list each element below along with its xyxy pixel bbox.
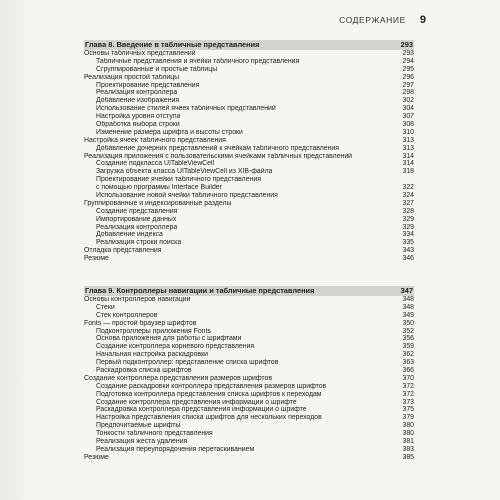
toc-entry-title: Стек контроллеров	[96, 311, 158, 319]
toc-entry	[84, 105, 414, 113]
toc-entry-page: 313	[402, 144, 414, 152]
toc-entry-title: Подготовка контроллера представления списка шрифтов к переходам	[96, 390, 322, 398]
toc-entry-page: 380	[402, 430, 414, 438]
toc-entry	[84, 320, 414, 328]
toc-entry	[84, 89, 414, 97]
toc-entry-title: Предпочитаемые шрифты	[96, 422, 181, 430]
toc-entry	[84, 406, 414, 414]
toc-entry	[84, 296, 414, 304]
toc-entry	[84, 383, 414, 391]
toc-entry-title: Реализация приложения с пользовательскими ячейками табличных представлений	[84, 152, 353, 160]
toc-entry-page: 380	[402, 422, 414, 430]
toc-entry-title: Раскадровка контроллера представления информации о шрифте	[96, 406, 307, 414]
toc-entry	[84, 359, 414, 367]
toc-entry-page: 294	[402, 57, 414, 65]
toc-entry-page: 383	[402, 445, 414, 453]
toc-entry-title: Подконтроллеры приложения Fonts	[96, 327, 211, 335]
running-header-title: СОДЕРЖАНИЕ	[339, 15, 406, 25]
toc-entry-page: 375	[402, 406, 414, 414]
toc-entry-title: Fonts — простой браузер шрифтов	[84, 319, 197, 327]
toc-entry-title: Реализация переупорядочения перетаскиванием	[96, 445, 255, 453]
toc-entry-title: Обработка выбора строки	[96, 121, 180, 129]
toc-entry	[84, 224, 414, 232]
toc-entry	[84, 335, 414, 343]
toc-entry	[84, 255, 414, 263]
toc-entry	[84, 367, 414, 375]
chapter-title: Глава 9. Контроллеры навигации и табличные представления	[85, 286, 315, 295]
toc-entry-title: Настройка представления списка шрифтов для нескольких переходов	[96, 414, 322, 422]
toc-entry	[84, 145, 414, 153]
toc-entry-title: Использование стилей ячеек табличных представлений	[96, 105, 276, 113]
toc-entry-title: Добавление дочерних представлений к ячейкам табличного представления	[96, 144, 340, 152]
toc-entry-page: 307	[402, 113, 414, 121]
toc-entry	[84, 391, 414, 399]
toc-entry-page: 349	[402, 311, 414, 319]
toc-entry-page: 308	[402, 121, 414, 129]
toc-entry	[84, 454, 414, 462]
toc-entry-page: 370	[402, 374, 414, 382]
toc-entry-title: Создание подкласса UITableViewCell	[96, 160, 215, 168]
toc-entry-title: с помощью программы Interface Builder	[96, 184, 222, 192]
toc-entry-title: Создание контроллера представления размеров шрифтов	[84, 374, 272, 382]
toc-entry-page: 335	[402, 239, 414, 247]
toc-entry-page: 314	[402, 160, 414, 168]
toc-entry-page: 302	[402, 97, 414, 105]
toc-entry-page: 356	[402, 335, 414, 343]
toc-entry-title: Загрузка объекта класса UITableViewCell из XIB-файла	[96, 168, 273, 176]
toc-entry-title: Проектирование представления	[96, 81, 200, 89]
toc-entry-title: Создание раскадровки контроллера представления размеров шрифтов	[96, 382, 327, 390]
toc-entry-page: 372	[402, 382, 414, 390]
toc-entry	[84, 137, 414, 145]
toc-entry	[84, 50, 414, 58]
toc-entry-title: Реализация жеста удаления	[96, 438, 188, 446]
chapter-9-section	[84, 286, 414, 462]
running-header	[339, 14, 426, 26]
toc-entry-page: 297	[402, 81, 414, 89]
toc-entry-page: 348	[402, 296, 414, 303]
toc-entry-page: 329	[402, 215, 414, 223]
toc-entry-page: 298	[402, 89, 414, 97]
toc-entry	[84, 153, 414, 161]
chapter-8-section	[84, 40, 414, 263]
toc-entry-title: Реализация строки поиска	[96, 239, 182, 247]
toc-entry-page: 314	[402, 152, 414, 160]
toc-entry	[84, 399, 414, 407]
toc-entry	[84, 375, 414, 383]
chapter-heading	[84, 40, 414, 50]
toc-entry-page: 318	[402, 168, 414, 176]
toc-entry	[84, 184, 414, 192]
toc-entry-page: 372	[402, 390, 414, 398]
toc-entry	[84, 168, 414, 176]
toc-entry-page: 363	[402, 359, 414, 367]
page-number: 9	[419, 14, 426, 26]
toc-entry	[84, 312, 414, 320]
toc-entry-title: Основа приложения для работы с шрифтами	[96, 335, 242, 343]
toc-entry-page: 329	[402, 223, 414, 231]
toc-entry	[84, 97, 414, 105]
toc-entry-title: Создание представления	[96, 207, 178, 215]
toc-entry-page: 310	[402, 128, 414, 136]
toc-entry	[84, 66, 414, 74]
toc-entry-title: Проектирование ячейки табличного представления	[96, 176, 261, 184]
toc-entry-page: 379	[402, 414, 414, 422]
toc-entry-page: 385	[402, 453, 414, 461]
toc-entry	[84, 328, 414, 336]
chapter-heading	[84, 286, 414, 296]
toc-entries	[84, 50, 414, 263]
toc-entry-title: Резюме	[84, 255, 109, 263]
toc-entry	[84, 304, 414, 312]
toc-entry-title: Резюме	[84, 453, 109, 461]
toc-entry	[84, 200, 414, 208]
toc-entry-title: Реализация контроллера	[96, 223, 178, 231]
toc-entry	[84, 74, 414, 82]
toc-entry-title: Первый подконтроллер: представление списка шрифтов	[96, 359, 279, 367]
toc-entry-page: 352	[402, 327, 414, 335]
toc-entry	[84, 422, 414, 430]
toc-entry	[84, 239, 414, 247]
toc-entry-title: Реализация простой таблицы	[84, 73, 180, 81]
toc-entry-page: 293	[402, 50, 414, 57]
toc-entry	[84, 343, 414, 351]
toc-entries	[84, 296, 414, 462]
toc-entry-page	[410, 176, 414, 184]
toc-entry-title: Создание контроллера представления информации о шрифте	[96, 398, 297, 406]
toc-entry-page: 304	[402, 105, 414, 113]
toc-entry	[84, 414, 414, 422]
toc-entry-page: 350	[402, 319, 414, 327]
toc-entry-title: Раскадровка списка шрифтов	[96, 367, 192, 375]
toc-entry-page: 328	[402, 207, 414, 215]
toc-entry	[84, 208, 414, 216]
toc-entry	[84, 121, 414, 129]
chapter-title: Глава 8. Введение в табличные представления	[85, 40, 260, 49]
toc-entry	[84, 247, 414, 255]
toc-entry-title: Импортирование данных	[96, 215, 177, 223]
toc-entry-title: Сгруппированные и простые таблицы	[96, 65, 218, 73]
toc-entry	[84, 58, 414, 66]
toc-entry-page: 348	[402, 303, 414, 311]
toc-entry-title: Основы табличных представлений	[84, 50, 196, 57]
toc-entry-title: Добавление индекса	[96, 231, 163, 239]
toc-entry	[84, 216, 414, 224]
toc-entry	[84, 438, 414, 446]
toc-entry-title: Настройка уровня отступа	[96, 113, 181, 121]
toc-entry-page: 359	[402, 343, 414, 351]
toc-entry-title: Группированные и индексированные разделы	[84, 199, 232, 207]
toc-entry	[84, 446, 414, 454]
toc-entry-page: 327	[402, 199, 414, 207]
toc-entry-title: Стеки	[96, 303, 115, 311]
toc-entry-title: Реализация контроллера	[96, 89, 178, 97]
toc-entry-page: 313	[402, 136, 414, 144]
toc-entry	[84, 160, 414, 168]
toc-entry-title: Табличные представления и ячейки табличного представления	[96, 57, 300, 65]
chapter-page: 347	[400, 286, 413, 295]
toc-entry-title: Начальная настройка раскадровки	[96, 351, 208, 359]
toc-entry-page: 366	[402, 367, 414, 375]
toc-entry-page: 334	[402, 231, 414, 239]
toc-entry-title: Добавление изображения	[96, 97, 180, 105]
toc-entry-page: 343	[402, 247, 414, 255]
toc-entry-title: Изменение размера шрифта и высоты строки	[96, 128, 243, 136]
toc-entry-title: Основы контроллеров навигации	[84, 296, 191, 303]
toc-entry-page: 362	[402, 351, 414, 359]
toc-entry	[84, 192, 414, 200]
toc-entry-title: Создание контроллера корневого представления	[96, 343, 255, 351]
toc-entry	[84, 430, 414, 438]
toc-entry-title: Тонкости табличного представления	[96, 430, 213, 438]
toc-entry-page: 322	[402, 184, 414, 192]
toc-entry-page: 295	[402, 65, 414, 73]
toc-entry-title: Использование новой ячейки табличного представления	[96, 192, 278, 200]
toc-entry	[84, 231, 414, 239]
toc-entry-page: 381	[402, 438, 414, 446]
toc-entry	[84, 129, 414, 137]
toc-entry-page: 346	[402, 255, 414, 263]
toc-entry-title: Настройка ячеек табличного представления	[84, 136, 226, 144]
toc-entry-page: 296	[402, 73, 414, 81]
toc-entry	[84, 176, 414, 184]
chapter-page: 293	[400, 40, 413, 49]
toc-entry-page: 324	[402, 192, 414, 200]
toc-entry	[84, 113, 414, 121]
toc-entry	[84, 82, 414, 90]
toc-entry-title: Отладка представления	[84, 247, 162, 255]
toc-entry-page: 373	[402, 398, 414, 406]
toc-entry	[84, 351, 414, 359]
